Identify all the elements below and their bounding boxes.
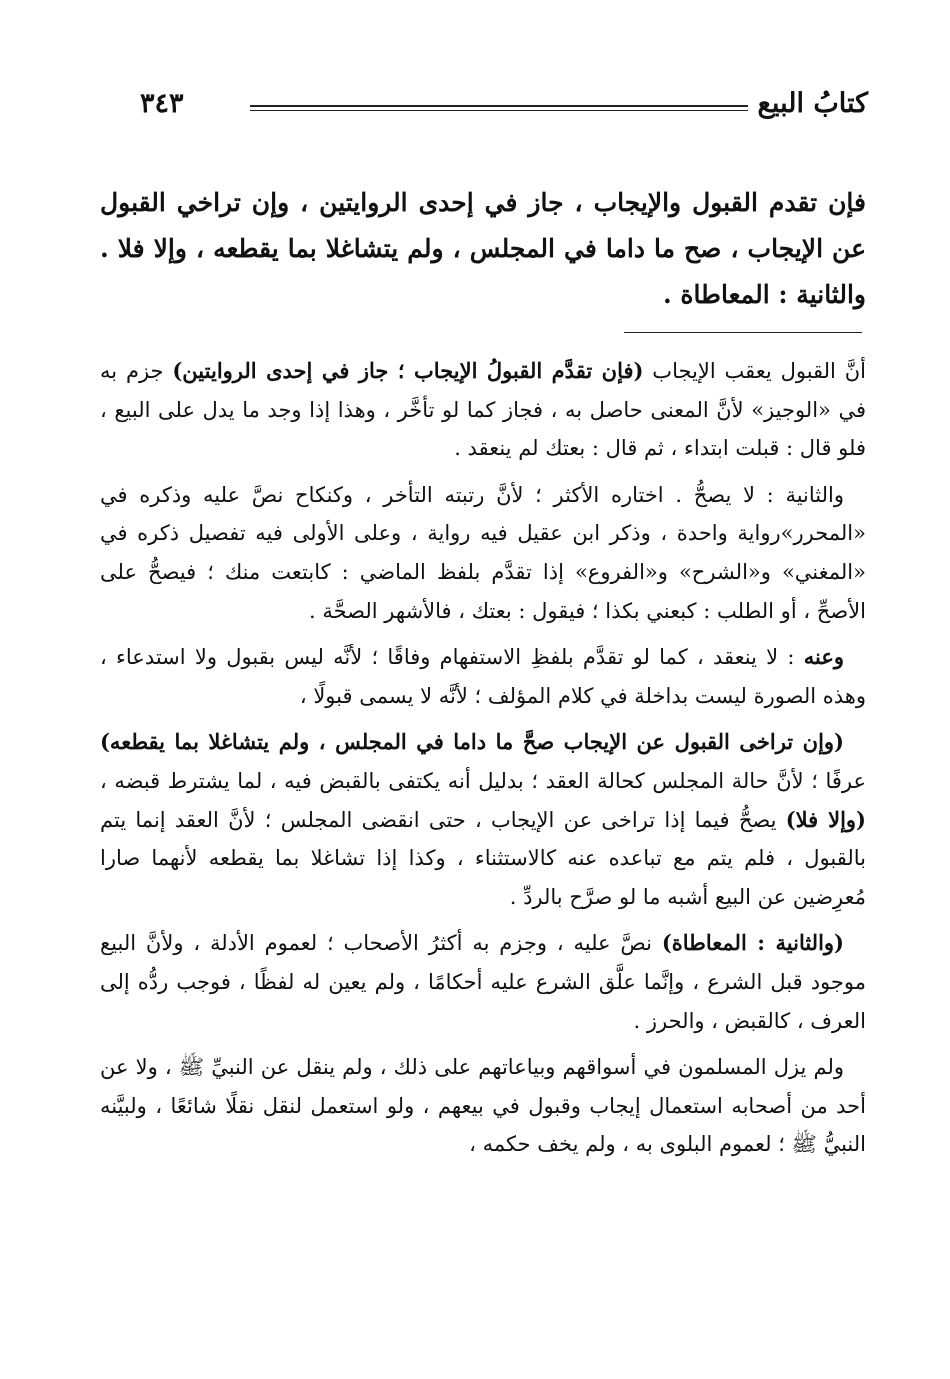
commentary-paragraph-1 xyxy=(100,352,866,468)
commentary xyxy=(100,352,866,1172)
quoted-matn: (فإن تقدَّم القبولُ الإيجاب ؛ جاز في إحدى الروايتين) xyxy=(172,358,644,383)
page-header xyxy=(140,86,868,126)
quoted-matn: (وإن تراخى القبول عن الإيجاب صحَّ ما داما في المجلس ، ولم يتشاغلا بما يقطعه) xyxy=(100,729,844,755)
commentary-paragraph-5 xyxy=(100,924,866,1040)
plain-text: نصَّ عليه ، وجزم به أكثرُ الأصحاب ؛ لعموم الأدلة ، ولأنَّ البيع موجود قبل الشرع ، وإنَّما علَّق الشرع عليه أحكامًا ، ولم يعين له لفظًا ، فوجب ردُّه إلى العرف ، كالقبض ، والحرز . xyxy=(100,931,866,1033)
quoted-matn: (وإلا فلا) xyxy=(785,806,866,832)
header-rule xyxy=(250,105,748,107)
page-number: ٣٤٣ xyxy=(140,88,184,119)
commentary-paragraph-3 xyxy=(100,638,866,715)
commentary-paragraph-2: والثانية : لا يصحُّ . اختاره الأكثر ؛ لأنَّ رتبته التأخر ، وكنكاح نصَّ عليه وذكره في «المحرر»رواية واحدة ، وذكر ابن عقيل فيه رواية ، وعلى الأولى فيه تفصيل ذكره في «المغني» و«الشرح» و«الفروع» إذا تقدَّم بلفظ الماضي : كابتعت منك ؛ فيصحُّ على الأصحِّ ، أو الطلب : كبعني بكذا ؛ فيقول : بعتك ، فالأشهر الصحَّة . xyxy=(100,482,866,623)
footnote-divider xyxy=(624,332,862,333)
plain-text: يصحُّ فيما إذا تراخى عن الإيجاب ، حتى انقضى المجلس ؛ لأنَّ العقد إنما يتم بالقبول ، فلم يتم مع تباعده عنه كالاستثناء ، وكذا إذا تشاغلا بما يقطعه لأنهما صارا مُعرِضين عن البيع أشبه ما لو صرَّح بالردِّ . xyxy=(100,807,866,909)
chapter-title: كتابُ البيع xyxy=(757,88,868,119)
plain-text: عرفًا ؛ لأنَّ حالة المجلس كحالة العقد ؛ بدليل أنه يكتفى بالقبض فيه ، لما يشترط قبضه ، xyxy=(100,768,866,793)
quoted-matn: (والثانية : المعاطاة) xyxy=(661,930,844,956)
plain-text: جزم به في «الوجيز» لأنَّ المعنى حاصل به ، فجاز كما لو تأخَّر ، وهذا إذا وجد ما يدل على البيع ، فلو قال : قبلت ابتداء ، ثم قال : بعتك لم ينعقد . xyxy=(100,359,866,461)
quoted-matn: وعنه xyxy=(803,644,844,670)
plain-text: أنَّ القبول يعقب الإيجاب xyxy=(643,359,866,383)
commentary-paragraph-4 xyxy=(100,723,866,916)
commentary-paragraph-6: ولم يزل المسلمون في أسواقهم وبياعاتهم على ذلك ، ولم ينقل عن النبيِّ ﷺ ، ولا عن أحد من أصحابه استعمال إيجاب وقبول في بيعهم ، ولو استعمل لنقل نقلًا شائعًا ، ولبيَّنه النبيُّ ﷺ ؛ لعموم البلوى به ، ولم يخف حكمه ، xyxy=(100,1055,866,1157)
plain-text: : لا ينعقد ، كما لو تقدَّم بلفظِ الاستفهام وفاقًا ؛ لأنَّه ليس بقبول ولا استدعاء ، وهذه الصورة ليست بداخلة في كلام المؤلف ؛ لأنَّه لا يسمى قبولًا ، xyxy=(100,645,866,708)
header-rule-thin xyxy=(250,110,748,111)
main-text: فإن تقدم القبول والإيجاب ، جاز في إحدى الروايتين ، وإن تراخي القبول عن الإيجاب ، صح ما داما في المجلس ، ولم يتشاغلا بما يقطعه ، وإلا فلا . والثانية : المعاطاة . xyxy=(100,188,866,309)
